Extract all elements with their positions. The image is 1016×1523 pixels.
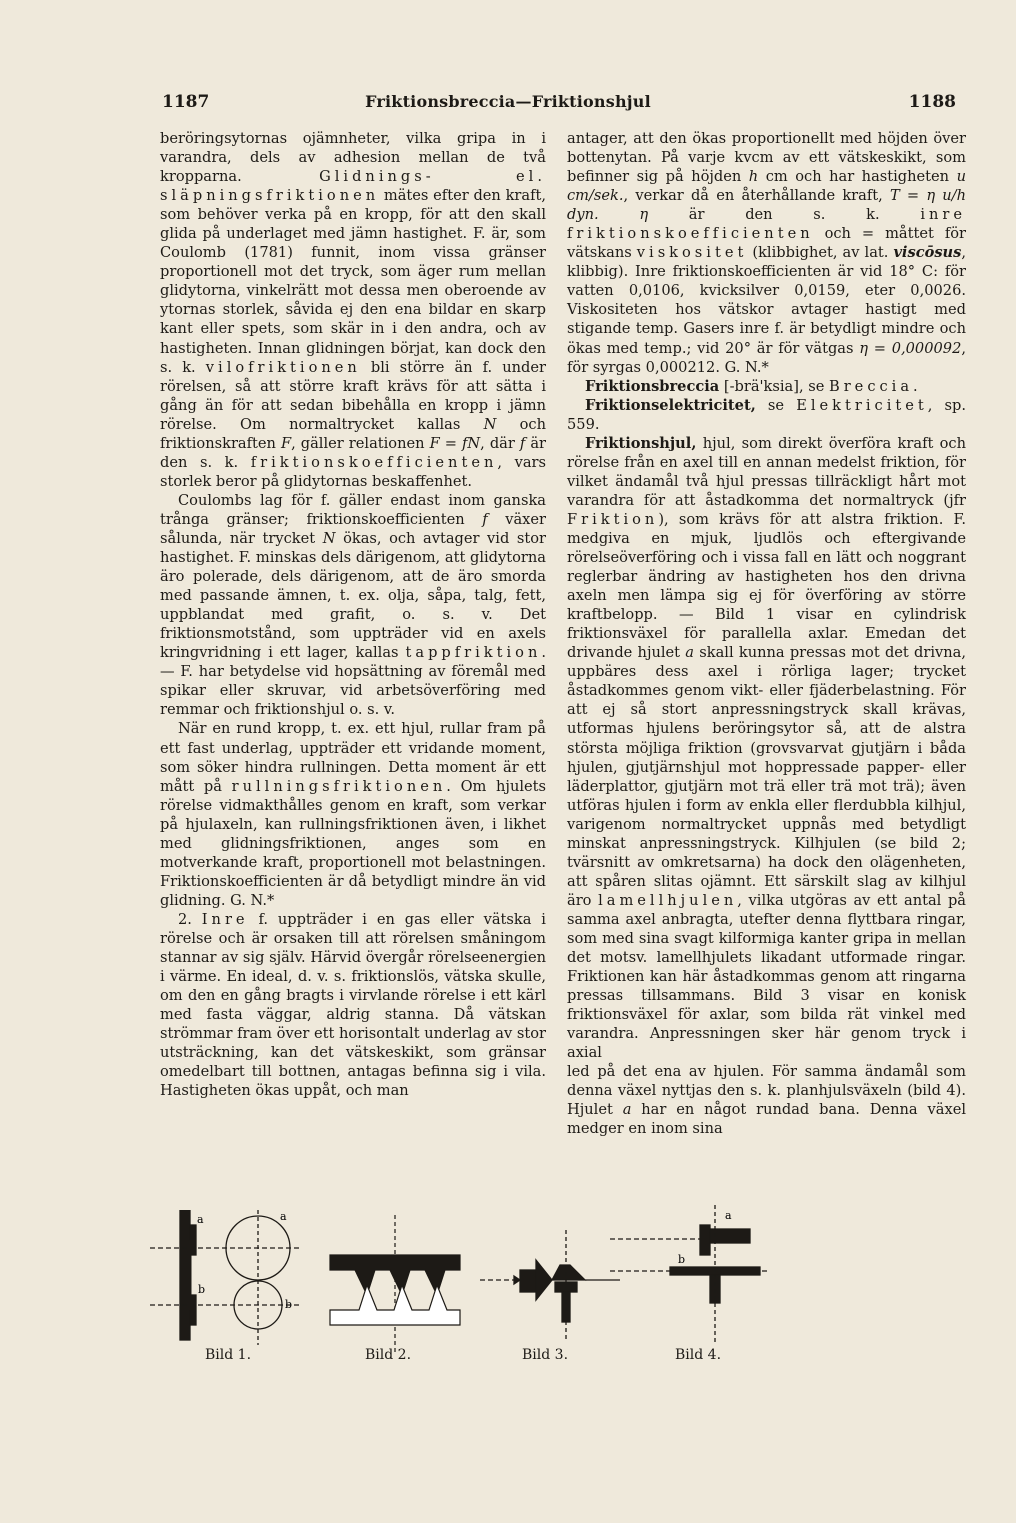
bild-4-caption: Bild 4.: [675, 1347, 722, 1363]
bild-4-label-b: b: [678, 1253, 686, 1266]
bild-3-caption: Bild 3.: [522, 1347, 569, 1363]
bild-1-label-b2: b: [285, 1298, 293, 1311]
paragraph-inre-friktion: 2. Inre f. uppträder i en gas eller vätska i rörelse och är orsaken till att rörelsen småningom stannar av sig själv. Härvid övergår rörelseenergien i värme. En ideal, d. v. s. friktionslös, vätska skulle, om den en gång bragts i virvlande rörelse i ett kärl med fasta väggar, aldrig stanna. Då vätskan strömmar fram över ett horisontalt underlag av stor utsträckning, kan det vätskeskikt, som gränsar omedelbart till bottnen, antagas befinna sig i vila. Hastigheten ökas uppåt, och man: [160, 910, 546, 1100]
entry-friktionshjul: Friktionshjul, hjul, som direkt överföra kraft och rörelse från en axel till en annan medelst friktion, för vilket ändamål två hjul pressas tillräckligt hårt mot varandra för att åstadkomma det normaltryck (jfr Friktion), som krävs för att alstra friktion. F. medgiva en mjuk, ljudlös och eftergivande rörelseöverföring och i vissa fall en lätt och noggrant reglerbar ändring av hastigheten hos den drivna axeln men lämpa sig ej för överföring av större kraftbelopp. — Bild 1 visar en cylindrisk friktionsväxel för parallella axlar. Emedan det drivande hjulet a skall kunna pressas mot det drivna, uppbäres dess axel i rörliga lager; trycket åstadkommes genom vikt- eller fjäderbelastning. För att ej så stort anpressningstryck skall krävas, utformas hjulens beröringsytor så, att de alstra största möjliga friktion (grovsvarvat gjutjärn i båda hjulen, gjutjärnshjul mot hoppressade papper- eller läderplattor, gjutjärn mot trä eller trä mot trä); även utföras hjulen i form av enkla eller flerdubbla kilhjul, varigenom normaltrycket uppnås med betydligt minskat anpressningstryck. Kilhjulen (se bild 2; tvärsnitt av omkretsarna) ha dock den olägenheten, att spåren slitas ojämnt. Ett särskilt slag av kilhjul äro lamellhjulen, vilka utgöras av ett antal på samma axel anbragta, utefter denna flyttbara ringar, som med sina svagt kilformiga kanter gripa in mellan det motsv. lamellhjulets likadant utformade ringar. Friktionen kan här åstadkommas genom att ringarna pressas tillsammans. Bild 3 visar en konisk friktionsväxel för axlar, som bilda rät vinkel med varandra. Anpressningen sker här genom tryck i axial: [567, 434, 966, 1062]
paragraph-coulombs-lag: Coulombs lag för f. gäller endast inom ganska trånga gränser; friktionskoefficienten f växer sålunda, när trycket N ökas, och avtager vid stor hastighet. F. minskas dels därigenom, att glidytorna äro polerade, dels därigenom, att de äro smorda med passande ämnen, t. ex. olja, såpa, talg, fett, uppblandat med grafit, o. s. v. Det friktionsmotstånd, som uppträder vid en axels kringvridning i ett lager, kallas tappfriktion. — F. har betydelse vid hopsättning av föremål med spikar eller skruvar, vid arbetsöverföring med remmar och friktionshjul o. s. v.: [160, 491, 546, 719]
page-number-right: 1188: [908, 92, 956, 112]
bild-1-caption: Bild 1.: [205, 1347, 252, 1363]
paragraph-rullningsfriktion: När en rund kropp, t. ex. ett hjul, rullar fram på ett fast underlag, uppträder ett vridande moment, som söker hindra rullningen. Detta moment är ett mått på rullningsfriktionen. Om hjulets rörelse vidmakthålles genom en kraft, som verkar på hjulaxeln, kan rullningsfriktionen även, i likhet med glidningsfriktionen, anges som en motverkande kraft, proportionell mot belastningen. Friktionskoefficienten är då betydligt mindre än vid glidning. G. N.*: [160, 720, 547, 909]
entry-friktionselektricitet: Friktionselektricitet, se Elektricitet, sp. 559.: [567, 396, 966, 433]
bild-3-figure: [480, 1230, 620, 1350]
bild-4-drawing: [610, 1205, 770, 1345]
bild-4-label-a: a: [725, 1209, 732, 1222]
page-number-left: 1187: [162, 92, 210, 112]
bild-1-label-b: b: [198, 1283, 206, 1296]
bild-2-figure: [325, 1215, 465, 1355]
bild-2-drawing: [325, 1215, 465, 1355]
bild-3-drawing: [480, 1230, 620, 1350]
bild-4-figure: [610, 1205, 770, 1345]
left-column: [160, 129, 546, 1100]
bild-1-figure: [150, 1210, 300, 1350]
bild-2-caption: Bild 2.: [365, 1347, 412, 1363]
right-column: [567, 129, 966, 1138]
figure-strip: [150, 1200, 770, 1370]
running-title: Friktionsbreccia—Friktionshjul: [365, 92, 651, 111]
bild-1-label-a: a: [197, 1213, 204, 1226]
entry-friktionshjul-continued: led på det ena av hjulen. För samma ändamål som denna växel nyttjas den s. k. planhjulsväxeln (bild 4). Hjulet a har en något rundad bana. Denna växel medger en inom sina: [567, 1063, 966, 1138]
bild-1-label-a2: a: [280, 1210, 287, 1223]
page-header: [0, 92, 1016, 122]
paragraph-viskositet: antager, att den ökas proportionellt med höjden över bottenytan. På varje kvcm av ett vätskeskikt, som befinner sig på höjden h cm och har hastigheten u cm/sek., verkar då en återhållande kraft, T = η u/h dyn. η är den s. k. inre friktionskoefficienten och = måttet för vätskans viskositet (klibbighet, av lat. viscōsus, klibbig). Inre friktionskoefficienten är vid 18° C: för vatten 0,0106, kvicksilver 0,0159, eter 0,0026. Viskositeten hos vätskor avtager hastigt med stigande temp. Gasers inre f. är betydligt mindre och ökas med temp.; vid 20° är för vätgas η = 0,000092, för syrgas 0,000212. G. N.*: [567, 130, 966, 376]
paragraph-glidningsfriktion: beröringsytornas ojämnheter, vilka gripa in i varandra, dels av adhesion mellan de två kropparna. Glidnings- el. släpningsfriktionen mätes efter den kraft, som behöver verka på en kropp, för att den skall glida på underlaget med jämn hastighet. F. är, som Coulomb (1781) funnit, inom vissa gränser proportionell mot det tryck, som äger rum mellan glidytorna, vinkelrätt mot dessa men oberoende av ytornas storlek, såvida ej den ena bildar en skarp kant eller spets, som skär in i den andra, och av hastigheten. Innan glidningen börjat, kan dock den s. k. vilofriktionen bli större än f. under rörelsen, så att större kraft krävs för att sätta i gång än för att sedan bibehålla en kropp i jämn rörelse. Om normaltrycket kallas N och friktionskraften F, gäller relationen F = fN, där f är den s. k. friktionskoefficienten, vars storlek beror på glidytornas beskaffenhet.: [160, 130, 547, 490]
bild-1-drawing: [150, 1210, 300, 1350]
entry-friktionsbreccia: Friktionsbreccia [-brä'ksia], se Breccia.: [585, 377, 918, 395]
